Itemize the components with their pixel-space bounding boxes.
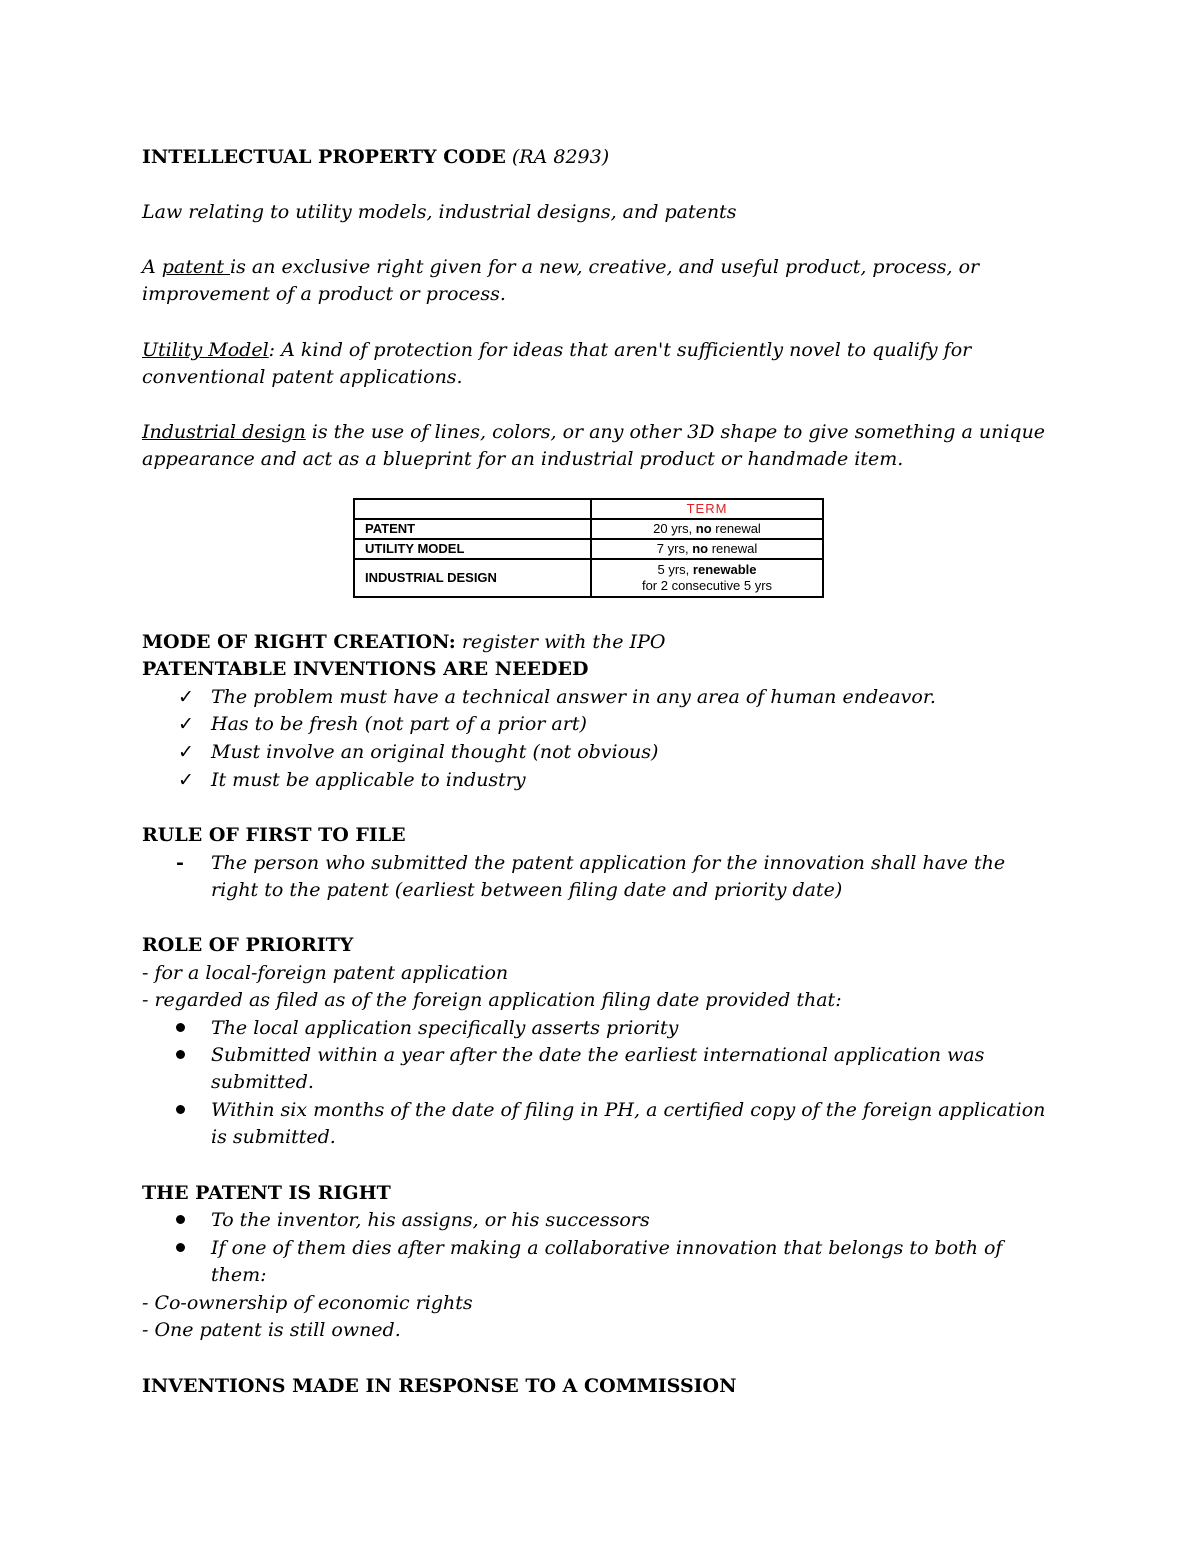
table-row	[354, 519, 823, 539]
list-item: The problem must have a technical answer in any area of human endeavor.	[211, 686, 936, 708]
first-to-file-text: The person who submitted the patent application for the innovation shall have the	[211, 852, 1006, 874]
utility-model-term: Utility Model	[142, 339, 269, 361]
utility-model-definition: Utility Model: A kind of protection for ideas that aren't sufficiently novel to qualify for	[142, 339, 972, 361]
patent-definition-cont: improvement of a product or process.	[142, 283, 506, 305]
list-item-cont: submitted.	[211, 1071, 314, 1093]
term-header: TERM	[591, 499, 823, 519]
priority-dash-1: - for a local-foreign patent application	[142, 962, 509, 984]
check-icon: ✓	[178, 686, 194, 708]
row-name: INDUSTRIAL DESIGN	[354, 559, 591, 597]
list-item: To the inventor, his assigns, or his successors	[211, 1209, 650, 1231]
bullet-icon	[176, 1023, 185, 1032]
commission-heading: INVENTIONS MADE IN RESPONSE TO A COMMISSION	[142, 1375, 737, 1397]
right-dash-2: - One patent is still owned.	[142, 1319, 401, 1341]
patent-term: patent	[161, 256, 231, 278]
row-term-note: for 2 consecutive 5 yrs	[641, 578, 773, 593]
row-term: 7 yrs, no renewal	[591, 539, 823, 559]
list-item-cont: is submitted.	[211, 1126, 336, 1148]
industrial-design-definition-cont: appearance and act as a blueprint for an industrial product or handmade item.	[142, 448, 904, 470]
check-icon: ✓	[178, 769, 194, 791]
priority-heading: ROLE OF PRIORITY	[142, 934, 354, 956]
patentable-heading: PATENTABLE INVENTIONS ARE NEEDED	[142, 658, 589, 680]
term-table-corner	[354, 499, 591, 519]
list-item: Must involve an original thought (not obvious)	[211, 741, 659, 763]
dash-marker: -	[176, 852, 184, 874]
list-item: Has to be fresh (not part of a prior art)	[211, 713, 587, 735]
list-item-cont: them:	[211, 1264, 267, 1286]
document-title	[142, 144, 609, 170]
list-item: It must be applicable to industry	[211, 769, 526, 791]
first-to-file-heading: RULE OF FIRST TO FILE	[142, 824, 406, 846]
list-item: Within six months of the date of filing in PH, a certified copy of the foreign application	[211, 1099, 1046, 1121]
check-icon: ✓	[178, 741, 194, 763]
table-row	[354, 539, 823, 559]
title-main: INTELLECTUAL PROPERTY CODE	[142, 146, 506, 168]
patent-right-heading: THE PATENT IS RIGHT	[142, 1182, 391, 1204]
priority-dash-2: - regarded as filed as of the foreign application filing date provided that:	[142, 989, 842, 1011]
mode-label: MODE OF RIGHT CREATION:	[142, 631, 456, 653]
utility-model-definition-cont: conventional patent applications.	[142, 366, 463, 388]
bullet-icon	[176, 1215, 185, 1224]
bullet-icon	[176, 1243, 185, 1252]
list-item: The local application specifically asserts priority	[211, 1017, 679, 1039]
mode-value: register with the IPO	[455, 631, 666, 653]
list-item: Submitted within a year after the date the earliest international application was	[211, 1044, 985, 1066]
patent-definition: A patent is an exclusive right given for a new, creative, and useful product, process, or	[142, 256, 980, 278]
row-term: 5 yrs, renewable for 2 consecutive 5 yrs	[591, 559, 823, 597]
right-dash-1: - Co-ownership of economic rights	[142, 1292, 473, 1314]
industrial-design-definition: Industrial design is the use of lines, colors, or any other 3D shape to give something a unique	[142, 421, 1046, 443]
row-name: PATENT	[354, 519, 591, 539]
check-icon: ✓	[178, 713, 194, 735]
row-term: 20 yrs, no renewal	[591, 519, 823, 539]
intro-text: Law relating to utility models, industrial designs, and patents	[142, 201, 737, 223]
industrial-design-term: Industrial design	[142, 421, 306, 443]
bullet-icon	[176, 1105, 185, 1114]
mode-of-right-creation	[142, 629, 665, 655]
first-to-file-text-cont: right to the patent (earliest between filing date and priority date)	[211, 879, 843, 901]
term-table	[353, 498, 824, 598]
term-table-header-row	[354, 499, 823, 519]
row-name: UTILITY MODEL	[354, 539, 591, 559]
bullet-icon	[176, 1050, 185, 1059]
list-item: If one of them dies after making a collaborative innovation that belongs to both of	[211, 1237, 1003, 1259]
table-row	[354, 559, 823, 597]
title-ref: (RA 8293)	[511, 146, 610, 168]
